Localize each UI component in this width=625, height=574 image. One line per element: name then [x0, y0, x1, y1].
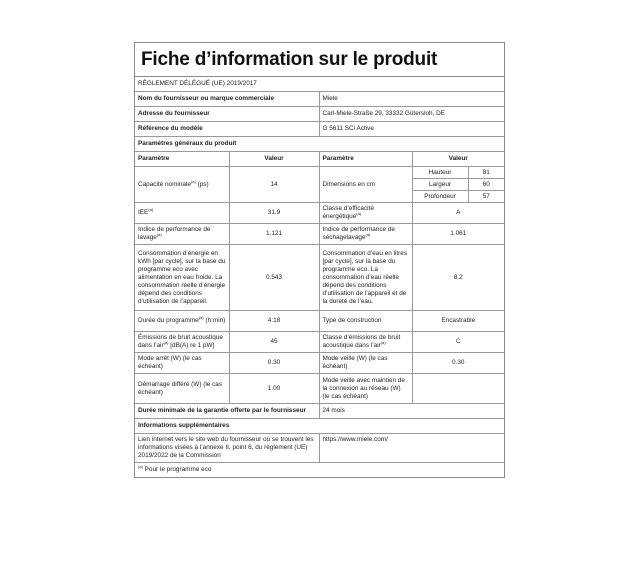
column-header-parameter: Paramètre	[135, 152, 229, 167]
delay-row	[135, 374, 504, 404]
energy-class-value: A	[412, 203, 504, 224]
standby-value: 0.30	[412, 353, 504, 374]
regulation-row	[135, 77, 504, 92]
standby-label: Mode veille (W) (le cas échéant)	[319, 353, 412, 374]
construction-value: Encastrable	[412, 311, 504, 332]
width-value: 60	[468, 179, 504, 191]
noise-class-value: C	[412, 332, 504, 353]
delay-start-value: 1.00	[229, 374, 319, 404]
eei-value: 31.9	[229, 203, 319, 224]
energy-consumption-label: Consommation d’énergie en kWh [par cycle], sur la base du programme eco avec alimentation en eau froide. La consommation réelle d’énergie dépend des conditions d’utilisation de l’appareil.	[135, 245, 229, 311]
delay-start-label: Démarrage différé (W) (le cas échéant)	[135, 374, 229, 404]
duration-label: Durée du programme$^{(a)}$ (h:min)	[135, 311, 229, 332]
warranty-label: Durée minimale de la garantie offerte par le fournisseur	[135, 404, 319, 419]
eei-row	[135, 203, 504, 224]
additional-section-heading: Informations supplémentaires	[135, 419, 504, 434]
supplier-website-link[interactable]: https://www.miele.com/	[319, 434, 504, 463]
noise-label: Émissions de bruit acoustique dans l’air$^{(a)}$ [dB(A) re 1 pW]	[135, 332, 229, 353]
dimensions-label: Dimensions en cm	[319, 167, 412, 203]
address-label: Adresse du fournisseur	[135, 107, 319, 122]
capacity-value: 14	[229, 167, 319, 203]
noise-class-label: Classe d’émissions de bruit acoustique dans l’air$^{(a)}$	[319, 332, 412, 353]
footnote-row	[135, 463, 504, 478]
info-table	[135, 77, 504, 477]
link-label: Lien internet vers le site web du fournisseur où se trouvent les informations visées à l’annexe II, point 6, du règlement (UE) 2019/2022 de la Commission	[135, 434, 319, 463]
construction-label: Type de construction	[319, 311, 412, 332]
eei-label: IEE$^{(a)}$	[135, 203, 229, 224]
supplier-label: Nom du fournisseur ou marque commerciale	[135, 92, 319, 107]
depth-label: Profondeur	[412, 191, 468, 203]
supplier-row	[135, 92, 504, 107]
general-header-row	[135, 137, 504, 152]
model-row	[135, 122, 504, 137]
footnote: $^{(a)}$ Pour le programme eco	[135, 463, 504, 478]
noise-value: 45	[229, 332, 319, 353]
column-header-parameter-2: Paramètre	[319, 152, 412, 167]
general-section-heading: Paramètres généraux du produit	[135, 137, 504, 152]
wash-index-value: 1.121	[229, 224, 319, 245]
link-row	[135, 434, 504, 463]
off-mode-value: 0.30	[229, 353, 319, 374]
performance-row	[135, 224, 504, 245]
water-consumption-label: Consommation d’eau en litres [par cycle], sur la base du programme eco. La consommation d’eau réelle dépend des conditions d’utilisation de l’appareil et de la dureté de l’eau.	[319, 245, 412, 311]
duration-value: 4:18	[229, 311, 319, 332]
column-header-row	[135, 152, 504, 167]
water-consumption-value: 8.2	[412, 245, 504, 311]
address-row	[135, 107, 504, 122]
energy-consumption-value: 0.543	[229, 245, 319, 311]
model-value: G 5611 SCi Active	[319, 122, 504, 137]
supplier-value: Miele	[319, 92, 504, 107]
consumption-row	[135, 245, 504, 311]
wash-index-label: Indice de performance de lavage$^{(a)}$	[135, 224, 229, 245]
warranty-value: 24 mois	[319, 404, 504, 419]
network-standby-value	[412, 374, 504, 404]
dry-index-value: 1.061	[412, 224, 504, 245]
network-standby-label: Mode veille avec maintien de la connexion au réseau (W) (le cas échéant)	[319, 374, 412, 404]
regulation-text: RÈGLEMENT DÉLÉGUÉ (UE) 2019/2017	[135, 77, 504, 92]
model-label: Référence du modèle	[135, 122, 319, 137]
capacity-label: Capacité nominale$^{(a)}$ (ps)	[135, 167, 229, 203]
column-header-value-2: Valeur	[412, 152, 504, 167]
width-label: Largeur	[412, 179, 468, 191]
energy-class-label: Classe d’efficacité énergétique$^{(a)}$	[319, 203, 412, 224]
height-value: 81	[468, 167, 504, 179]
column-header-value: Valeur	[229, 152, 319, 167]
address-value: Carl-Miele-Straße 29, 33332 Gütersloh, DE	[319, 107, 504, 122]
product-information-sheet	[134, 42, 505, 478]
off-mode-label: Mode arrêt (W) (le cas échéant)	[135, 353, 229, 374]
additional-header-row	[135, 419, 504, 434]
depth-value: 57	[468, 191, 504, 203]
duration-row	[135, 311, 504, 332]
dry-index-label: Indice de performance de séchagelavage$^{(a)}$	[319, 224, 412, 245]
warranty-row	[135, 404, 504, 419]
noise-row	[135, 332, 504, 353]
power-modes-row	[135, 353, 504, 374]
page-title: Fiche d’information sur le produit	[135, 43, 504, 77]
height-label: Hauteur	[412, 167, 468, 179]
capacity-row	[135, 167, 504, 179]
